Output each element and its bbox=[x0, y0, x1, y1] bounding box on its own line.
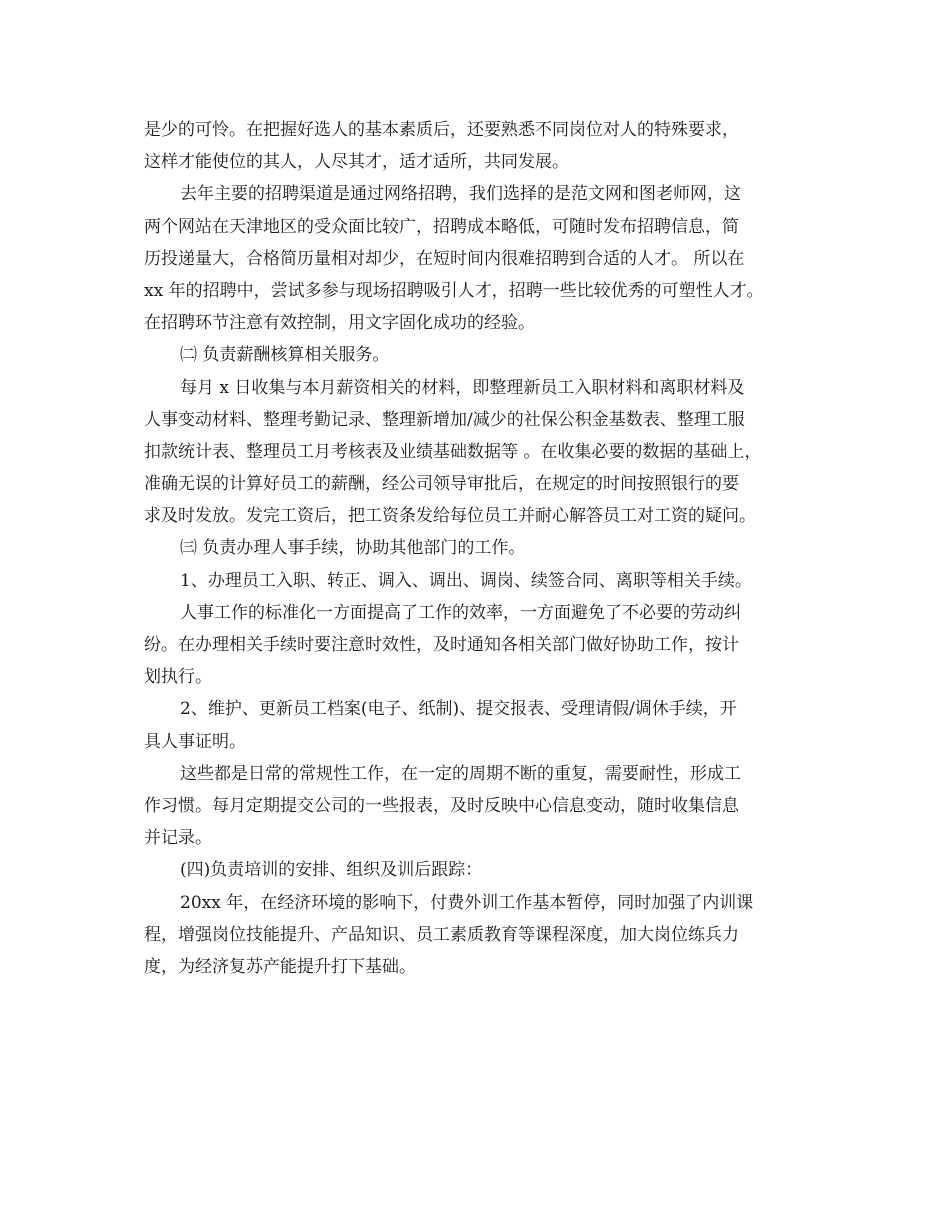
section-heading: (四)负责培训的安排、组织及训后跟踪： bbox=[180, 860, 483, 881]
document-body bbox=[144, 114, 824, 983]
section-heading: ㈢ 负责办理人事手续，协助其他部门的工作。 bbox=[180, 538, 526, 559]
text-line: 准确无误的计算好员工的薪酬，经公司领导审批后，在规定的时间按照银行的要 bbox=[144, 474, 739, 495]
list-item: 1、办理员工入职、转正、调入、调出、调岗、续签合同、离职等相关手续。 bbox=[180, 570, 752, 591]
text-line: 去年主要的招聘渠道是通过网络招聘，我们选择的是范文网和图老师网，这 bbox=[180, 184, 741, 205]
text-line: 20xx 年，在经济环境的影响下，付费外训工作基本暂停，同时加强了内训课 bbox=[180, 892, 754, 913]
text-line: 程，增强岗位技能提升、产品知识、员工素质教育等课程深度，加大岗位练兵力 bbox=[144, 924, 739, 945]
text-line: 划执行。 bbox=[144, 667, 212, 688]
text-line: 纷。在办理相关手续时要注意时效性，及时通知各相关部门做好协助工作，按计 bbox=[144, 635, 739, 655]
list-item: 2、维护、更新员工档案(电子、纸制)、提交报表、受理请假/调休手续，开 bbox=[180, 699, 737, 720]
text-line: 具人事证明。 bbox=[144, 731, 246, 752]
text-line: 在招聘环节注意有效控制，用文字固化成功的经验。 bbox=[144, 313, 535, 334]
text-line: 历投递量大，合格简历量相对却少，在短时间内很难招聘到合适的人才。 所以在 bbox=[144, 248, 745, 269]
text-line: 求及时发放。发完工资后，把工资条发给每位员工并耐心解答员工对工资的疑问。 bbox=[144, 506, 756, 527]
text-line: 扣款统计表、整理员工月考核表及业绩基础数据等 。在收集必要的数据的基础上， bbox=[144, 441, 762, 462]
text-line: 这些都是日常的常规性工作，在一定的周期不断的重复，需要耐性，形成工 bbox=[180, 763, 741, 784]
text-line: 度，为经济复苏产能提升打下基础。 bbox=[144, 956, 416, 977]
text-line: 两个网站在天津地区的受众面比较广，招聘成本略低，可随时发布招聘信息，简 bbox=[144, 216, 739, 237]
text-line: xx 年的招聘中，尝试多参与现场招聘吸引人才，招聘一些比较优秀的可塑性人才。 bbox=[144, 280, 764, 301]
text-line: 作习惯。每月定期提交公司的一些报表，及时反映中心信息变动，随时收集信息 bbox=[144, 795, 739, 816]
text-line: 人事工作的标准化一方面提高了工作的效率，一方面避免了不必要的劳动纠 bbox=[180, 602, 741, 623]
section-heading: ㈡ 负责薪酬核算相关服务。 bbox=[180, 345, 390, 366]
text-line: 人事变动材料、整理考勤记录、整理新增加/减少的社保公积金基数表、整理工服 bbox=[144, 409, 745, 430]
text-line: 每月 x 日收集与本月薪资相关的材料，即整理新员工入职材料和离职材料及 bbox=[180, 377, 745, 398]
text-line: 并记录。 bbox=[144, 828, 212, 849]
text-line: 这样才能使位的其人，人尽其才，适才适所，共同发展。 bbox=[144, 152, 569, 173]
text-line: 是少的可怜。在把握好选人的基本素质后，还要熟悉不同岗位对人的特殊要求， bbox=[144, 120, 739, 140]
